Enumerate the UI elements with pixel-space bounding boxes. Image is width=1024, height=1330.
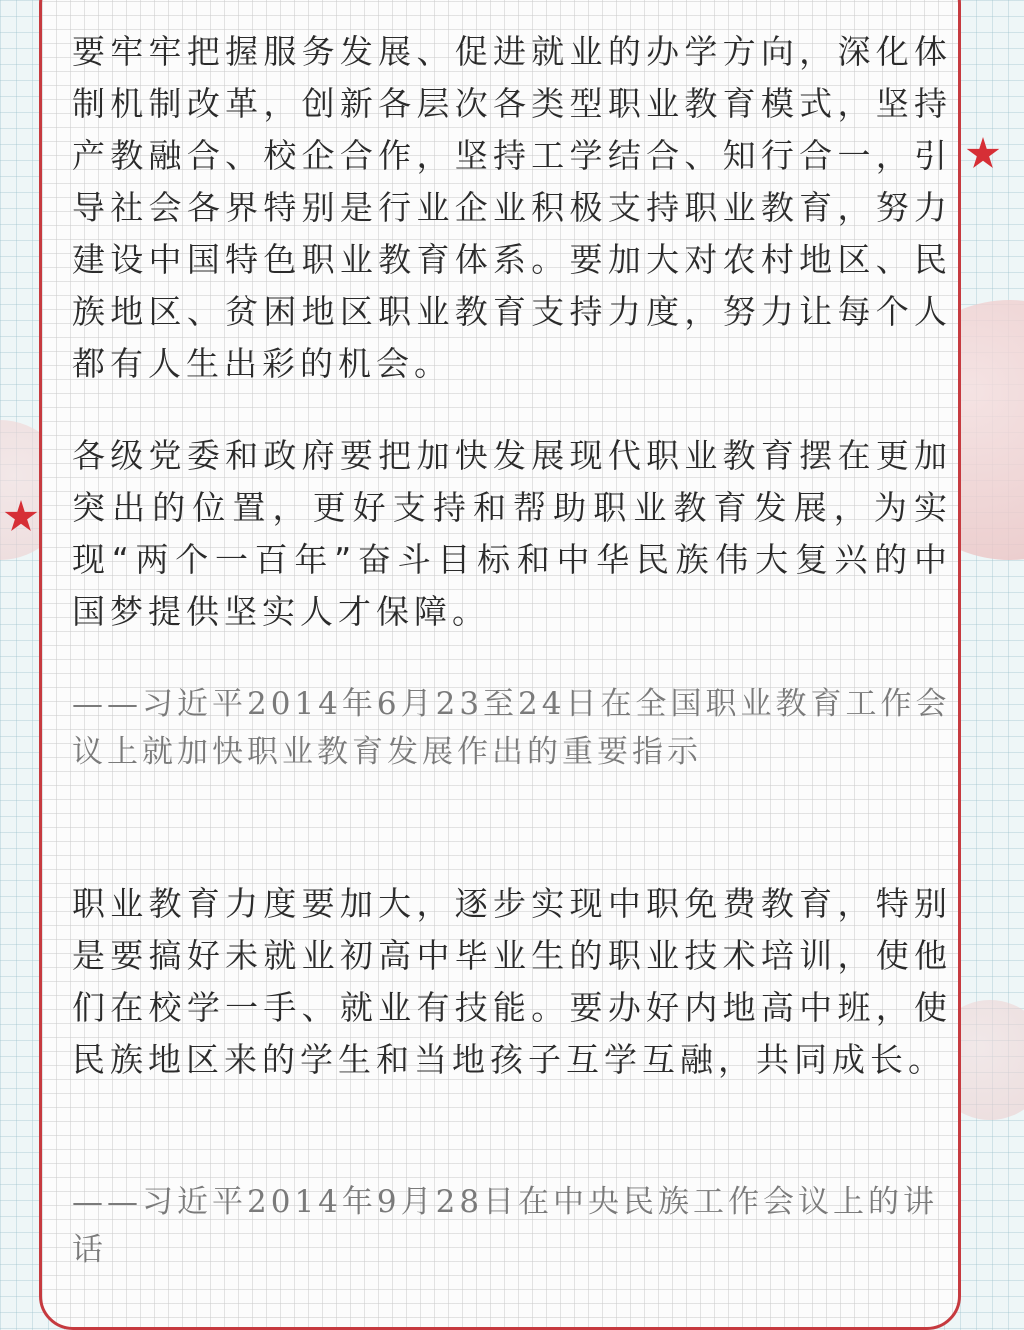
quote-paragraph-1: 要牢牢把握服务发展、促进就业的办学方向，深化体制机制改革，创新各层次各类型职业教育模式，坚持产教融合、校企合作，坚持工学结合、知行合一，引导社会各界特别是行业企业积极支持职业教育，努力建设中国特色职业教育体系。要加大对农村地区、民族地区、贫困地区职业教育支持力度，努力让每个人都有人生出彩的机会。 — [72, 32, 952, 383]
red-star-icon — [966, 137, 1000, 171]
citation-2: ——习近平2014年9月28日在中央民族工作会议上的讲话 — [72, 1184, 939, 1268]
quote-paragraph-2: 各级党委和政府要把加快发展现代职业教育摆在更加突出的位置，更好支持和帮助职业教育发展，为实现“两个一百年”奋斗目标和中华民族伟大复兴的中国梦提供坚实人才保障。 — [72, 436, 952, 631]
quote-paragraph-3: 职业教育力度要加大，逐步实现中职免费教育，特别是要搞好未就业初高中毕业生的职业技术培训，使他们在校学一手、就业有技能。要办好内地高中班，使民族地区来的学生和当地孩子互学互融，共同成长。 — [72, 884, 952, 1079]
citation-1: ——习近平2014年6月23至24日在全国职业教育工作会议上就加快职业教育发展作出的重要指示 — [72, 686, 951, 770]
